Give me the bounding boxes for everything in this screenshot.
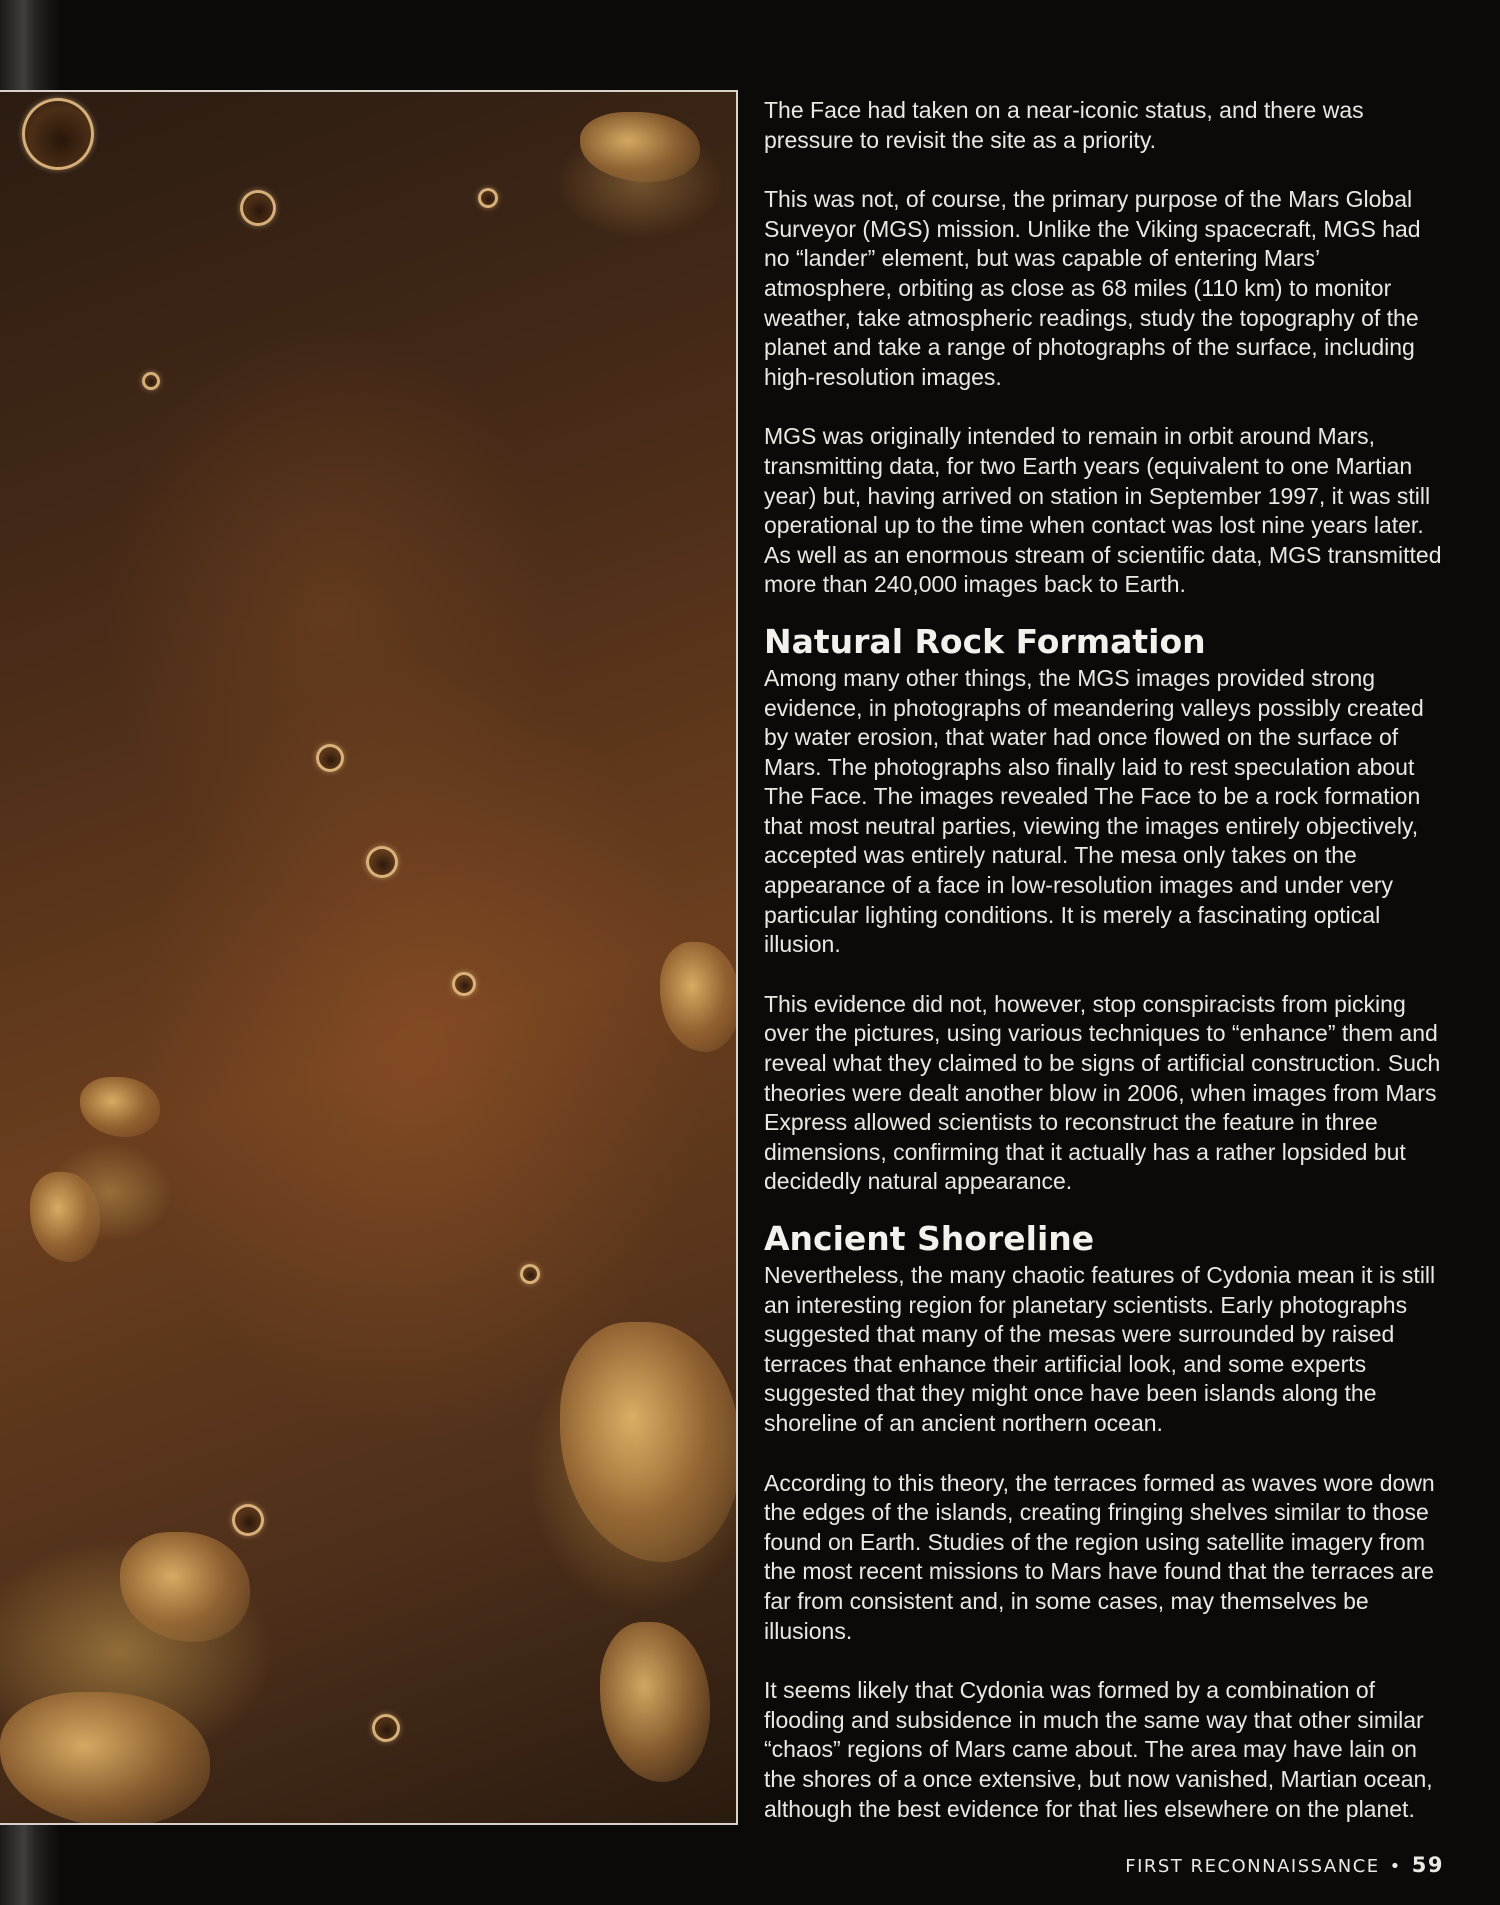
mesa-formation bbox=[600, 1622, 710, 1782]
crater bbox=[372, 1714, 400, 1742]
crater bbox=[142, 372, 160, 390]
mesa-formation bbox=[80, 1077, 160, 1137]
paragraph: This evidence did not, however, stop conspiracists from picking over the pictures, using various techniques to “enhance” them and reveal what they claimed to be signs of artificial construction. Such theories were dealt another blow in 2006, when images from Mars Express allowed scientists to reconstruct the feature in three dimensions, confirming that it actually has a rather lopsided but decidedly natural appearance. bbox=[764, 990, 1441, 1195]
crater bbox=[22, 98, 94, 170]
crater bbox=[232, 1504, 264, 1536]
paragraph: This was not, of course, the primary purpose of the Mars Global Surveyor (MGS) mission. Unlike the Viking spacecraft, MGS had no “lander” element, but was capable of entering Mars’ atmosphere, orbiting as close as 68 miles (110 km) to monitor weather, take atmospheric readings, study the topography of the planet and take a range of photographs of the surface, including high-resolution images. bbox=[764, 186, 1421, 390]
crater bbox=[520, 1264, 540, 1284]
mesa-formation bbox=[560, 1322, 738, 1562]
paragraph: Among many other things, the MGS images provided strong evidence, in photographs of meandering valleys possibly created by water erosion, that water had once flowed on the surface of Mars. The photographs also finally laid to rest speculation about The Face. The images revealed The Face to be a rock formation that most neutral parties, viewing the images entirely objectively, accepted was entirely natural. The mesa only takes on the appearance of a face in low-resolution images and under very particular lighting conditions. It is merely a fascinating optical illusion. bbox=[764, 664, 1424, 958]
paragraph: It seems likely that Cydonia was formed by a combination of flooding and subsidence in much the same way that other similar “chaos” regions of Mars came about. The area may have lain on the shores of a once extensive, but now vanished, Martian ocean, although the best evidence for that lies elsewhere on the planet. bbox=[764, 1677, 1433, 1822]
section-heading: Natural Rock Formation bbox=[764, 621, 1206, 661]
mesa-formation bbox=[120, 1532, 250, 1642]
mesa-formation bbox=[0, 1692, 210, 1825]
crater bbox=[366, 846, 398, 878]
crater bbox=[452, 972, 476, 996]
article-text-column bbox=[764, 96, 1444, 1854]
mesa-formation bbox=[580, 112, 700, 182]
paragraph: Nevertheless, the many chaotic features of Cydonia mean it is still an interesting region for planetary scientists. Early photographs suggested that many of the mesas were surrounded by raised terraces that enhance their artificial look, and some experts suggested that they might once have been islands along the shoreline of an ancient northern ocean. bbox=[764, 1262, 1436, 1436]
page-footer bbox=[1125, 1853, 1444, 1877]
mesa-formation bbox=[660, 942, 738, 1052]
mesa-formation bbox=[30, 1172, 100, 1262]
footer-section-title: FIRST RECONNAISSANCE bbox=[1125, 1856, 1380, 1877]
crater bbox=[316, 744, 344, 772]
paragraph: MGS was originally intended to remain in orbit around Mars, transmitting data, for two Earth years (equivalent to one Martian year) but, having arrived on station in September 1997, it was still operational up to the time when contact was lost nine years later. As well as an enormous stream of scientific data, MGS transmitted more than 240,000 images back to Earth. bbox=[764, 423, 1442, 598]
mars-surface-photo bbox=[0, 90, 738, 1825]
paragraph: The Face had taken on a near-iconic status, and there was pressure to revisit the site as a priority. bbox=[764, 97, 1364, 153]
footer-separator: • bbox=[1389, 1856, 1402, 1877]
page-number: 59 bbox=[1411, 1853, 1444, 1877]
section-heading: Ancient Shoreline bbox=[764, 1219, 1095, 1258]
crater bbox=[240, 190, 276, 226]
crater bbox=[478, 188, 498, 208]
paragraph: According to this theory, the terraces formed as waves wore down the edges of the islands, creating fringing shelves similar to those found on Earth. Studies of the region using satellite imagery from the most recent missions to Mars have found that the terraces are far from consistent and, in some cases, may themselves be illusions. bbox=[764, 1469, 1435, 1644]
